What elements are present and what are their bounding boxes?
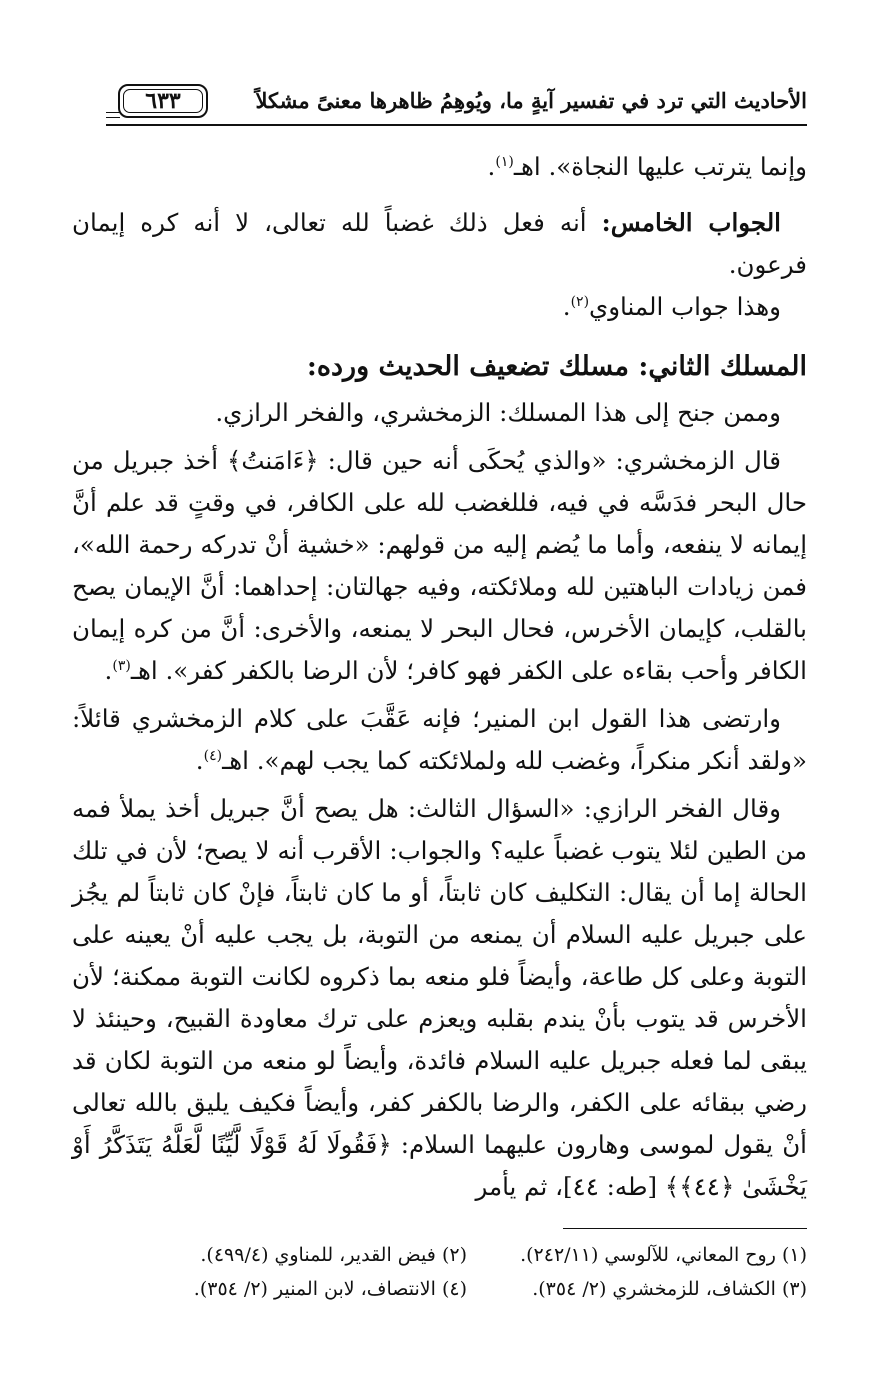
page-header	[106, 84, 807, 124]
footnote-text: الكشاف، للزمخشري (٢/ ٣٥٤).	[532, 1278, 776, 1300]
footnote	[467, 1272, 807, 1306]
paragraph	[72, 286, 807, 328]
footnote-number: (٣)	[781, 1278, 807, 1300]
paragraph	[72, 440, 807, 692]
header-rule-ornament	[106, 117, 120, 118]
footnote-row	[72, 1238, 807, 1272]
footnote-ref: (٤)	[203, 747, 223, 764]
footnote	[127, 1238, 467, 1272]
footnote-rule	[563, 1228, 807, 1229]
footnote-text: روح المعاني، للآلوسي (٢٤٢/١١).	[520, 1244, 776, 1266]
footnote-text: فيض القدير، للمناوي (٤٩٩/٤).	[200, 1244, 436, 1266]
footnote-text: الانتصاف، لابن المنير (٢/ ٣٥٤).	[193, 1278, 436, 1300]
page-number-badge	[118, 84, 208, 118]
answer-label: الجواب الخامس:	[601, 208, 781, 237]
footnote-ref: (٢)	[570, 293, 590, 310]
paragraph	[72, 146, 807, 188]
paragraph-text: وهذا جواب المناوي	[589, 292, 781, 321]
paragraph: وممن جنح إلى هذا المسلك: الزمخشري، والفخر الرازي.	[215, 398, 781, 427]
paragraph-text: أنه فعل ذلك غضباً لله تعالى، لا أنه كره إيمان فرعون.	[72, 208, 807, 279]
paragraph: وقال الفخر الرازي: «السؤال الثالث: هل يصح أنَّ جبريل أخذ يملأ فمه من الطين لئلا يتوب غضباً عليه؟ والجواب: الأقرب أنه لا يصح؛ لأن في تلك الحالة إما أن يقال: التكليف كان ثابتاً، أو ما كان ثابتاً، فإنْ كان ثابتاً لم يجُز على جبريل عليه السلام أن يمنعه من التوبة، بل يجب عليه أنْ يعينه على التوبة وعلى كل طاعة، وأيضاً فلو منعه بما ذكروه لكانت التوبة ممكنة؛ لأن الأخرس قد يتوب بأنْ يندم بقلبه ويعزم على ترك معاودة القبيح، وحينئذ لا يبقى لما فعله جبريل عليه السلام فائدة، وأيضاً لو منعه من التوبة لكان قد رضي ببقائه على الكفر، والرضا بالكفر كفر، وأيضاً فكيف يليق بالله تعالى أنْ يقول لموسى وهارون عليهما السلام: ﴿فَقُولَا لَهُ قَوْلًا لَّيِّنًا لَّعَلَّهُ يَتَذَكَّرُ أَوْ يَخْشَىٰ ﴿٤٤﴾﴾ [طه: ٤٤]، ثم يأمر	[72, 794, 807, 1201]
footnote-row	[72, 1272, 807, 1306]
running-title: الأحاديث التي ترد في تفسير آيةٍ ما، ويُوهِمُ ظاهرها معنىً مشكلاً	[255, 88, 807, 113]
header-rule	[106, 124, 807, 126]
paragraph	[72, 202, 807, 286]
footnote	[467, 1238, 807, 1272]
paragraph-text: وإنما يترتب عليها النجاة». اهـ	[513, 152, 807, 181]
footnote-ref: (٣)	[112, 657, 131, 674]
paragraph	[72, 698, 807, 782]
footnote-ref: (١)	[495, 153, 514, 170]
main-text	[72, 146, 807, 1208]
footnotes	[72, 1238, 807, 1306]
header-rule-ornament	[106, 112, 120, 113]
section-heading: المسلك الثاني: مسلك تضعيف الحديث ورده:	[306, 351, 807, 382]
paragraph-end: .	[104, 656, 113, 685]
paragraph-end: .	[562, 292, 571, 321]
paragraph-end: .	[195, 746, 204, 775]
footnote-number: (٢)	[441, 1244, 467, 1266]
paragraph-text: وارتضى هذا القول ابن المنير؛ فإنه عَقَّبَ على كلام الزمخشري قائلاً: «ولقد أنكر منكراً، وغضب لله ولملائكته كما يجب لهم». اهـ	[72, 704, 807, 775]
paragraph-text: قال الزمخشري: «والذي يُحكَى أنه حين قال: ﴿ءَامَنتُ﴾ أخذ جبريل من حال البحر فدَسَّه في فيه، فللغضب لله على الكافر، في وقتٍ قد علم أنَّ إيمانه لا ينفعه، وأما ما يُضم إليه من قولهم: «خشية أنْ تدركه رحمة الله»، فمن زيادات الباهتين لله وملائكته، وفيه جهالتان: إحداهما: أنَّ الإيمان يصح بالقلب، كإيمان الأخرس، فحال البحر لا يمنعه، والأخرى: أنَّ من كره إيمان الكافر وأحب بقاءه على الكفر فهو كافر؛ لأن الرضا بالكفر كفر». اهـ	[72, 446, 807, 685]
footnote	[127, 1272, 467, 1306]
footnote-number: (١)	[781, 1244, 807, 1266]
footnote-number: (٤)	[441, 1278, 467, 1300]
paragraph-end: .	[487, 152, 496, 181]
page-number: ٦٣٣	[145, 88, 181, 114]
